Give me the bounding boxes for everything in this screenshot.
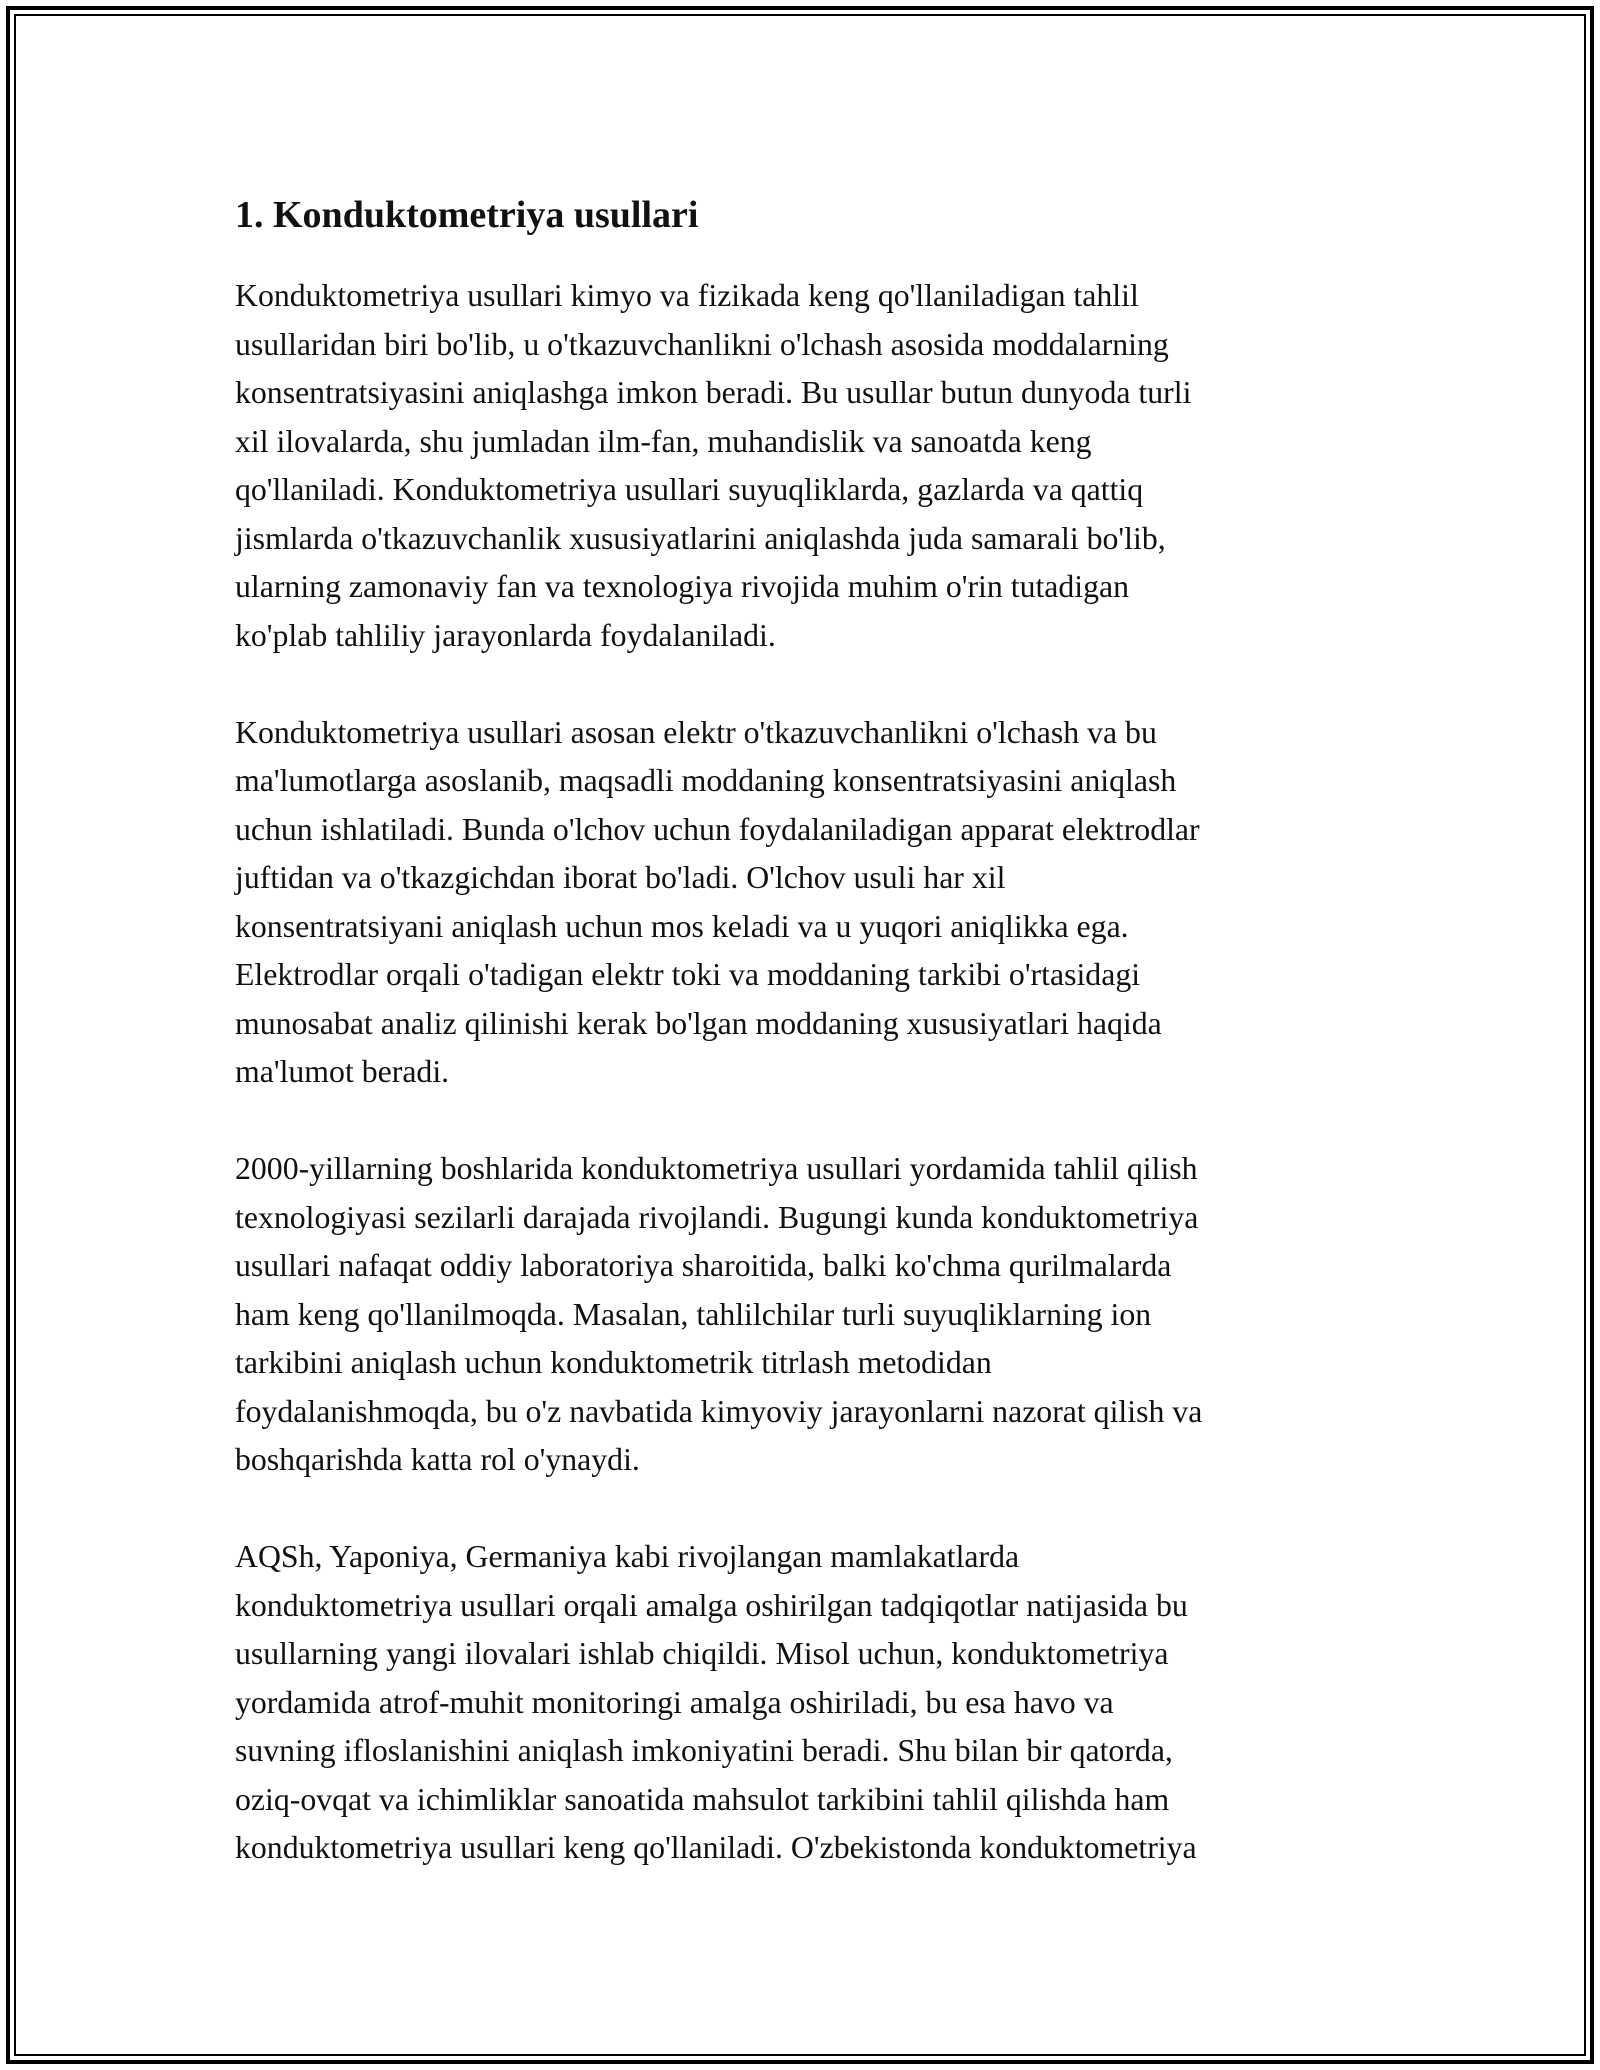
text-line: Elektrodlar orqali o'tadigan elektr toki va moddaning tarkibi o'rtasidagi — [235, 957, 1141, 992]
text-line: ma'lumot beradi. — [235, 1054, 450, 1089]
text-line: tarkibini aniqlash uchun konduktometrik titrlash metodidan — [235, 1345, 992, 1380]
text-line: ularning zamonaviy fan va texnologiya rivojida muhim o'rin tutadigan — [235, 569, 1130, 604]
text-line: uchun ishlatiladi. Bunda o'lchov uchun foydalaniladigan apparat elektrodlar — [235, 811, 1200, 847]
text-line: boshqarishda katta rol o'ynaydi. — [235, 1442, 640, 1477]
text-line: usullarning yangi ilovalari ishlab chiqildi. Misol uchun, konduktometriya — [235, 1636, 1169, 1671]
text-line: munosabat analiz qilinishi kerak bo'lgan moddaning xususiyatlari haqida — [235, 1005, 1162, 1041]
text-line: Konduktometriya usullari kimyo va fizikada keng qo'llaniladigan tahlil — [235, 278, 1139, 313]
text-line: 2000-yillarning boshlarida konduktometriya usullari yordamida tahlil qilish — [235, 1151, 1198, 1186]
text-line: qo'llaniladi. Konduktometriya usullari suyuqliklarda, gazlarda va qattiq — [235, 472, 1144, 507]
text-line: foydalanishmoqda, bu o'z navbatida kimyoviy jarayonlarni nazorat qilish va — [235, 1393, 1203, 1429]
text-line: konsentratsiyani aniqlash uchun mos keladi va u yuqori aniqlikka ega. — [235, 908, 1129, 944]
section-heading: 1. Konduktometriya usullari — [235, 194, 699, 236]
text-line: ko'plab tahliliy jarayonlarda foydalaniladi. — [235, 617, 776, 653]
text-line: xil ilovalarda, shu jumladan ilm-fan, muhandislik va sanoatda keng — [235, 423, 1092, 459]
document-body — [235, 186, 1365, 1921]
text-line: oziq-ovqat va ichimliklar sanoatida mahsulot tarkibini tahlil qilishda ham — [235, 1781, 1170, 1817]
text-line: konsentratsiyasini aniqlashga imkon beradi. Bu usullar butun dunyoda turli — [235, 375, 1192, 410]
text-line: AQSh, Yaponiya, Germaniya kabi rivojlangan mamlakatlarda — [235, 1539, 1020, 1574]
text-line: konduktometriya usullari orqali amalga oshirilgan tadqiqotlar natijasida bu — [235, 1587, 1188, 1623]
paragraph-3 — [235, 1145, 1365, 1485]
text-line: Konduktometriya usullari asosan elektr o'tkazuvchanlikni o'lchash va bu — [235, 714, 1157, 750]
text-line: ham keng qo'llanilmoqda. Masalan, tahlilchilar turli suyuqliklarning ion — [235, 1296, 1152, 1332]
paragraph-1 — [235, 272, 1365, 660]
text-line: juftidan va o'tkazgichdan iborat bo'ladi. O'lchov usuli har xil — [235, 860, 1006, 895]
text-line: usullaridan biri bo'lib, u o'tkazuvchanlikni o'lchash asosida moddalarning — [235, 326, 1169, 362]
text-line: usullari nafaqat oddiy laboratoriya sharoitida, balki ko'chma qurilmalarda — [235, 1248, 1172, 1283]
text-line: konduktometriya usullari keng qo'llaniladi. O'zbekistonda konduktometriya — [235, 1830, 1197, 1865]
text-line: ma'lumotlarga asoslanib, maqsadli moddaning konsentratsiyasini aniqlash — [235, 763, 1177, 798]
paragraph-2 — [235, 709, 1365, 1097]
text-line: suvning ifloslanishini aniqlash imkoniyatini beradi. Shu bilan bir qatorda, — [235, 1733, 1173, 1768]
paragraph-4 — [235, 1533, 1365, 1873]
text-line: texnologiyasi sezilarli darajada rivojlandi. Bugungi kunda konduktometriya — [235, 1199, 1199, 1235]
text-line: jismlarda o'tkazuvchanlik xususiyatlarini aniqlashda juda samarali bo'lib, — [235, 520, 1166, 556]
text-line: yordamida atrof-muhit monitoringi amalga oshiriladi, bu esa havo va — [235, 1684, 1114, 1720]
